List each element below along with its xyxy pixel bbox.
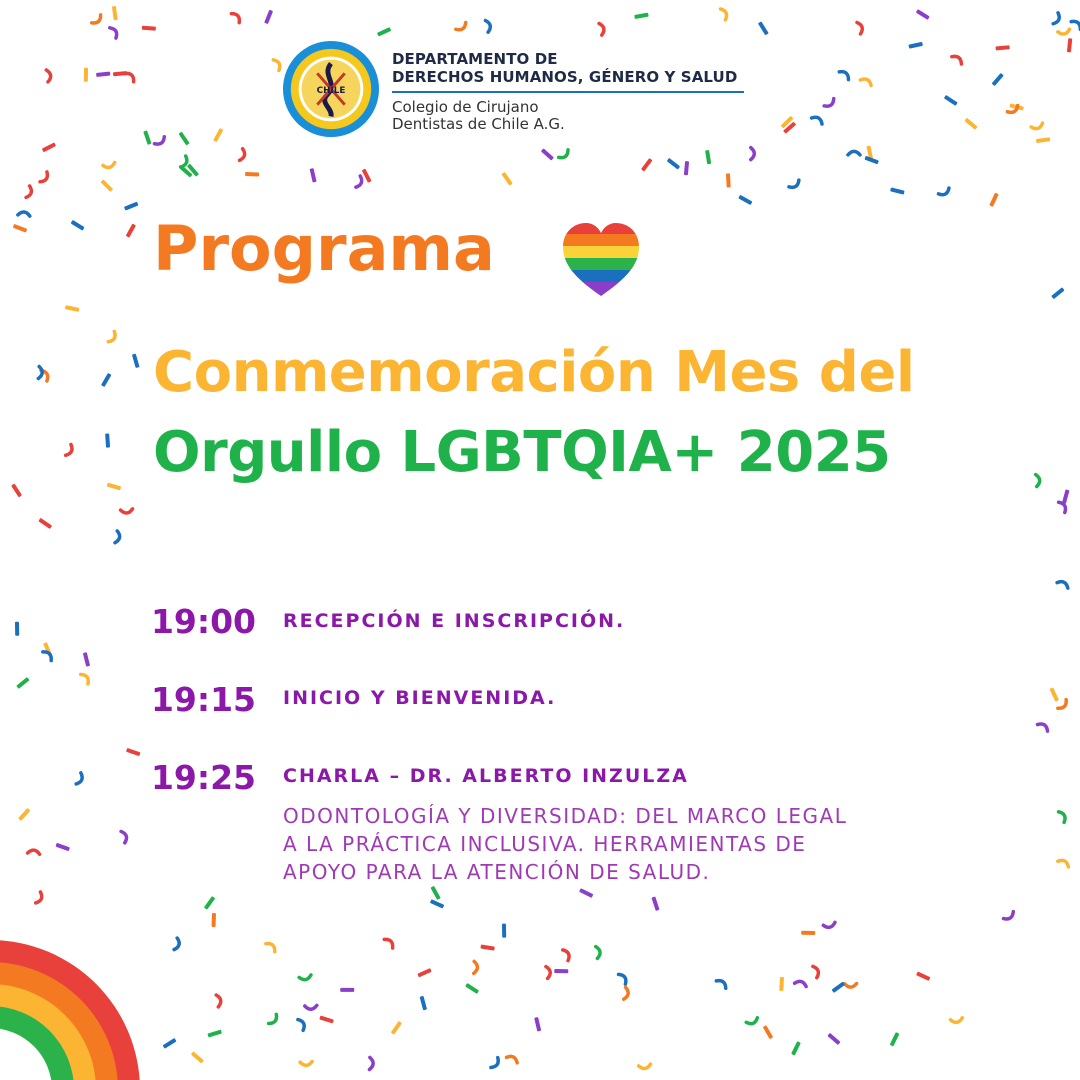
confetti-piece: [860, 77, 872, 86]
confetti-piece: [579, 888, 593, 898]
confetti-piece: [465, 983, 479, 994]
confetti-piece: [46, 70, 51, 82]
confetti-piece: [845, 983, 857, 987]
confetti-piece: [66, 444, 74, 456]
confetti-piece: [163, 1038, 177, 1049]
confetti-piece: [634, 13, 648, 19]
confetti-piece: [1057, 580, 1069, 589]
confetti-piece: [599, 23, 605, 35]
confetti-piece: [751, 148, 755, 160]
confetti-piece: [995, 45, 1009, 50]
confetti-piece: [81, 672, 91, 684]
confetti-piece: [174, 938, 180, 950]
rainbow-heart-icon: [560, 220, 642, 298]
confetti-piece: [264, 10, 273, 24]
confetti-piece: [534, 1017, 541, 1032]
confetti-piece: [1058, 810, 1067, 822]
subtitle-line-1: Conmemoración Mes del: [153, 340, 915, 405]
confetti-piece: [216, 994, 222, 1006]
confetti-piece: [377, 27, 391, 37]
confetti-piece: [1053, 13, 1061, 25]
confetti-piece: [619, 972, 629, 984]
confetti-piece: [132, 353, 140, 368]
confetti-piece: [1058, 29, 1070, 35]
org-line-3: Colegio de Cirujano: [392, 98, 539, 116]
confetti-piece: [992, 73, 1004, 86]
confetti-piece: [916, 9, 930, 20]
confetti-piece: [11, 483, 22, 497]
confetti-piece: [266, 941, 277, 952]
subtitle-line-2: Orgullo LGBTQIA+ 2025: [153, 420, 891, 485]
confetti-piece: [76, 773, 84, 785]
talk-description-line-2: A LA PRÁCTICA INCLUSIVA. HERRAMIENTAS DE: [283, 832, 807, 856]
schedule-time-1: 19:00: [150, 602, 256, 641]
confetti-piece: [191, 1051, 204, 1063]
schedule-time-2: 19:15: [150, 680, 256, 719]
confetti-piece: [839, 69, 850, 79]
confetti-piece: [541, 148, 554, 160]
confetti-piece: [124, 202, 138, 211]
confetti-piece: [1071, 19, 1080, 29]
confetti-piece: [546, 966, 551, 978]
confetti-piece: [356, 176, 364, 188]
confetti-piece: [273, 58, 282, 70]
confetti-piece: [43, 649, 54, 660]
confetti-piece: [684, 161, 689, 175]
confetti-piece: [491, 1058, 501, 1070]
confetti-piece: [112, 6, 118, 20]
confetti-piece: [501, 172, 512, 186]
confetti-piece: [143, 130, 151, 145]
confetti-piece: [779, 977, 784, 991]
confetti-piece: [305, 1005, 317, 1009]
confetti-piece: [18, 808, 30, 821]
confetti-piece: [115, 531, 121, 543]
confetti-piece: [791, 1041, 801, 1055]
confetti-piece: [1059, 500, 1068, 512]
confetti-piece: [506, 1054, 518, 1063]
schedule-item-2: INICIO Y BIENVENIDA.: [283, 687, 557, 709]
confetti-piece: [319, 1016, 334, 1024]
confetti-piece: [300, 1061, 312, 1065]
confetti-piece: [651, 896, 659, 911]
confetti-piece: [1058, 700, 1069, 711]
confetti-piece: [430, 886, 440, 900]
confetti-piece: [71, 220, 85, 231]
confetti-piece: [1049, 687, 1059, 701]
talk-description: [283, 802, 847, 886]
confetti-piece: [890, 1032, 900, 1046]
confetti-piece: [179, 132, 190, 146]
confetti-piece: [340, 988, 354, 992]
confetti-piece: [55, 843, 70, 852]
confetti-piece: [207, 1030, 222, 1038]
confetti-piece: [758, 21, 769, 35]
talk-description-line-3: APOYO PARA LA ATENCIÓN DE SALUD.: [283, 860, 711, 884]
confetti-piece: [964, 118, 977, 130]
confetti-piece: [563, 948, 571, 960]
confetti-piece: [113, 71, 127, 76]
confetti-piece: [848, 151, 860, 155]
confetti-piece: [720, 8, 728, 20]
confetti-piece: [391, 1021, 402, 1035]
confetti-piece: [951, 1018, 963, 1024]
confetti-piece: [126, 748, 141, 756]
confetti-piece: [204, 896, 215, 910]
confetti-piece: [40, 172, 50, 184]
confetti-piece: [269, 1014, 279, 1025]
page-title: Programa: [153, 212, 495, 285]
confetti-piece: [15, 622, 19, 636]
confetti-piece: [310, 168, 317, 183]
confetti-piece: [154, 137, 166, 147]
confetti-piece: [789, 180, 801, 190]
confetti-piece: [369, 1057, 373, 1069]
schedule-item-3: CHARLA – DR. ALBERTO INZULZA: [283, 765, 689, 787]
confetti-piece: [42, 142, 56, 152]
confetti-piece: [420, 996, 427, 1011]
header: [282, 40, 744, 138]
confetti-piece: [812, 115, 824, 124]
confetti-piece: [1036, 474, 1041, 486]
confetti-piece: [559, 150, 571, 160]
confetti-piece: [100, 179, 113, 192]
confetti-piece: [824, 99, 836, 109]
org-line-4: Dentistas de Chile A.G.: [392, 115, 565, 133]
confetti-piece: [554, 969, 568, 973]
confetti-piece: [18, 211, 30, 216]
confetti-piece: [989, 193, 999, 207]
confetti-piece: [121, 830, 128, 842]
org-line-1: DEPARTAMENTO DE: [392, 50, 558, 68]
confetti-piece: [84, 68, 88, 82]
confetti-piece: [1067, 38, 1072, 52]
confetti-piece: [110, 26, 119, 38]
confetti-piece: [28, 850, 40, 855]
confetti-piece: [103, 162, 115, 168]
confetti-piece: [667, 158, 680, 170]
confetti-piece: [1058, 858, 1070, 867]
confetti-piece: [795, 980, 807, 987]
confetti-piece: [813, 965, 820, 977]
confetti-piece: [1003, 912, 1015, 922]
confetti-piece: [890, 187, 905, 194]
confetti-piece: [1062, 489, 1069, 504]
confetti-piece: [485, 20, 491, 32]
confetti-piece: [763, 1025, 773, 1039]
confetti-piece: [212, 913, 216, 927]
confetti-piece: [474, 961, 478, 973]
confetti-piece: [38, 518, 52, 529]
confetti-piece: [944, 95, 958, 106]
seal-text: CHILE: [316, 85, 346, 96]
confetti-piece: [1036, 137, 1050, 143]
confetti-piece: [746, 1018, 758, 1026]
confetti-piece: [596, 946, 601, 958]
confetti-piece: [299, 975, 311, 981]
confetti-piece: [857, 21, 864, 33]
confetti-piece: [916, 971, 930, 981]
confetti-piece: [456, 23, 468, 33]
confetti-piece: [801, 931, 815, 935]
confetti-piece: [16, 677, 29, 689]
confetti-piece: [430, 899, 444, 908]
org-divider: [392, 91, 744, 93]
confetti-piece: [641, 158, 653, 172]
confetti-piece: [38, 367, 42, 379]
confetti-piece: [26, 186, 33, 198]
confetti-piece: [105, 433, 110, 447]
talk-description-line-1: ODONTOLOGÍA Y DIVERSIDAD: DEL MARCO LEGAL: [283, 804, 848, 828]
confetti-piece: [1051, 287, 1064, 299]
rainbow-arc-decoration: [0, 900, 140, 1080]
confetti-piece: [213, 128, 223, 142]
confetti-piece: [101, 373, 111, 387]
confetti-piece: [480, 944, 494, 950]
confetti-piece: [126, 224, 136, 238]
confetti-piece: [1037, 722, 1049, 731]
confetti-piece: [502, 924, 506, 938]
confetti-piece: [65, 305, 80, 312]
confetti-piece: [384, 937, 395, 948]
confetti-piece: [1031, 123, 1043, 130]
confetti-piece: [121, 509, 133, 514]
confetti-piece: [108, 331, 117, 343]
confetti-piece: [624, 987, 629, 999]
confetti-piece: [738, 195, 752, 205]
confetti-piece: [716, 978, 728, 988]
confetti-piece: [13, 224, 28, 233]
confetti-piece: [83, 652, 90, 667]
confetti-piece: [705, 150, 711, 164]
confetti-piece: [726, 173, 731, 187]
org-name-block: [392, 50, 744, 133]
confetti-piece: [908, 42, 923, 49]
confetti-piece: [231, 11, 242, 22]
college-seal-logo: [282, 40, 380, 138]
confetti-piece: [92, 15, 103, 26]
confetti-piece: [245, 172, 259, 176]
schedule-item-1: RECEPCIÓN E INSCRIPCIÓN.: [283, 610, 626, 632]
confetti-piece: [240, 149, 246, 161]
confetti-piece: [142, 26, 156, 31]
confetti-piece: [938, 188, 950, 197]
confetti-piece: [298, 1018, 306, 1030]
confetti-piece: [417, 968, 431, 977]
confetti-piece: [107, 483, 122, 491]
schedule-time-3: 19:25: [150, 758, 256, 797]
org-line-2: DERECHOS HUMANOS, GÉNERO Y SALUD: [392, 68, 738, 86]
confetti-piece: [823, 922, 835, 928]
confetti-piece: [952, 54, 964, 64]
confetti-piece: [827, 1033, 840, 1045]
confetti-piece: [831, 981, 845, 992]
confetti-piece: [96, 72, 110, 77]
confetti-piece: [639, 1064, 651, 1069]
